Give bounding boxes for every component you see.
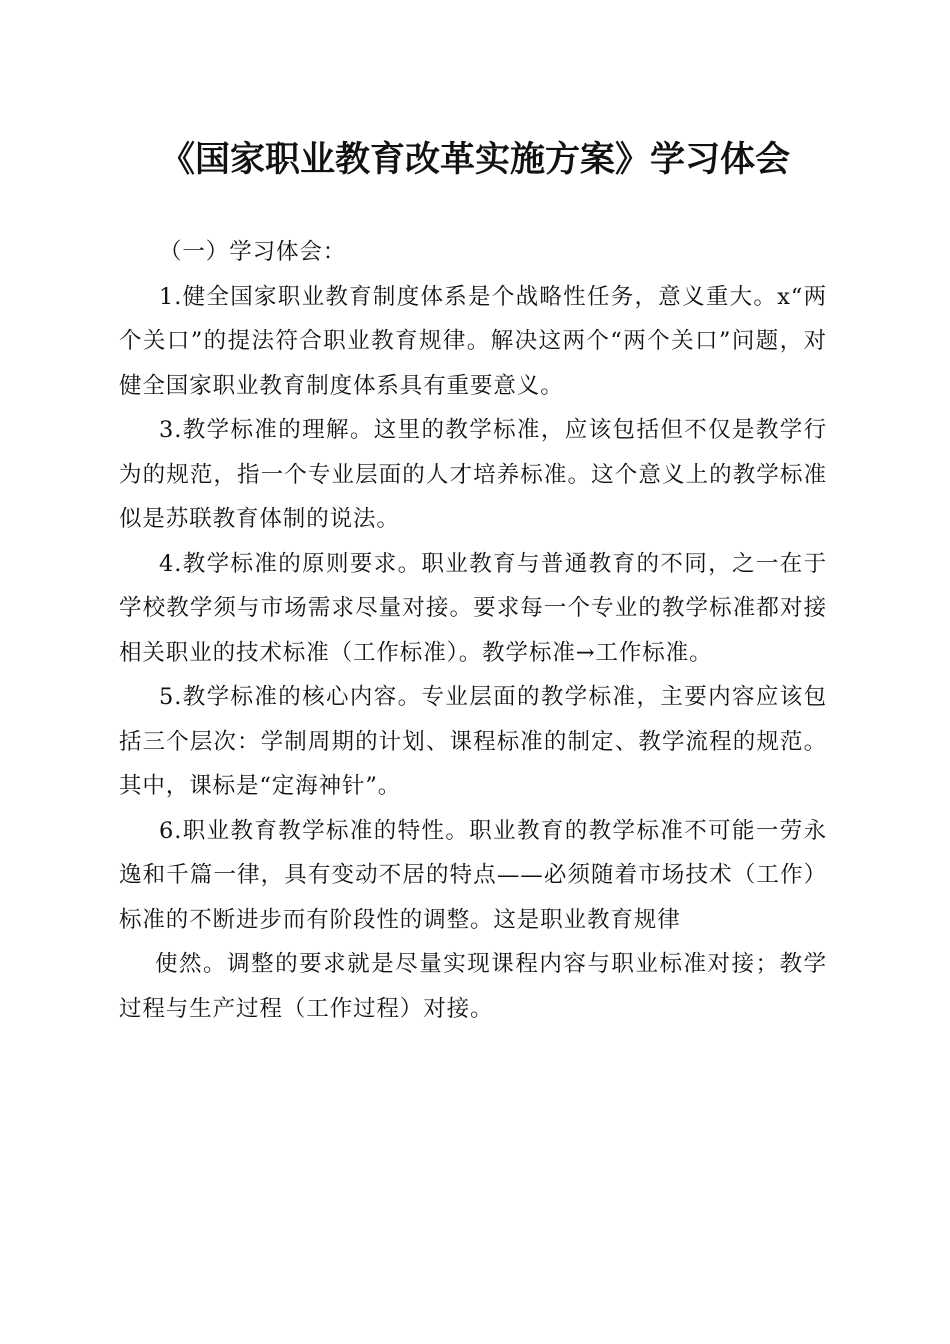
paragraph-6: 6.职业教育教学标准的特性。职业教育的教学标准不可能一劳永逸和千篇一律，具有变动不居的特点——必须随着市场技术（工作）标准的不断进步而有阶段性的调整。这是职业教育规律 [119, 817, 827, 933]
document-body [119, 230, 827, 1031]
document-title: 《国家职业教育改革实施方案》学习体会 [159, 139, 790, 180]
paragraph-4: 4.教学标准的原则要求。职业教育与普通教育的不同，之一在于学校教学须与市场需求尽量对接。要求每一个专业的教学标准都对接相关职业的技术标准（工作标准）。教学标准→工作标准。 [119, 550, 827, 666]
paragraph-1: 1.健全国家职业教育制度体系是个战略性任务，意义重大。x“两个关口”的提法符合职业教育规律。解决这两个“两个关口”问题，对健全国家职业教育制度体系具有重要意义。 [119, 283, 827, 399]
paragraph-3: 3.教学标准的理解。这里的教学标准，应该包括但不仅是教学行为的规范，指一个专业层面的人才培养标准。这个意义上的教学标准似是苏联教育体制的说法。 [119, 417, 827, 532]
section-heading: （一）学习体会： [159, 239, 347, 265]
paragraph-5: 5.教学标准的核心内容。专业层面的教学标准，主要内容应该包括三个层次：学制周期的计划、课程标准的制定、教学流程的规范。其中，课标是“定海神针”。 [119, 684, 827, 799]
paragraph-continuation: 使然。调整的要求就是尽量实现课程内容与职业标准对接；教学过程与生产过程（工作过程）对接。 [119, 951, 827, 1022]
